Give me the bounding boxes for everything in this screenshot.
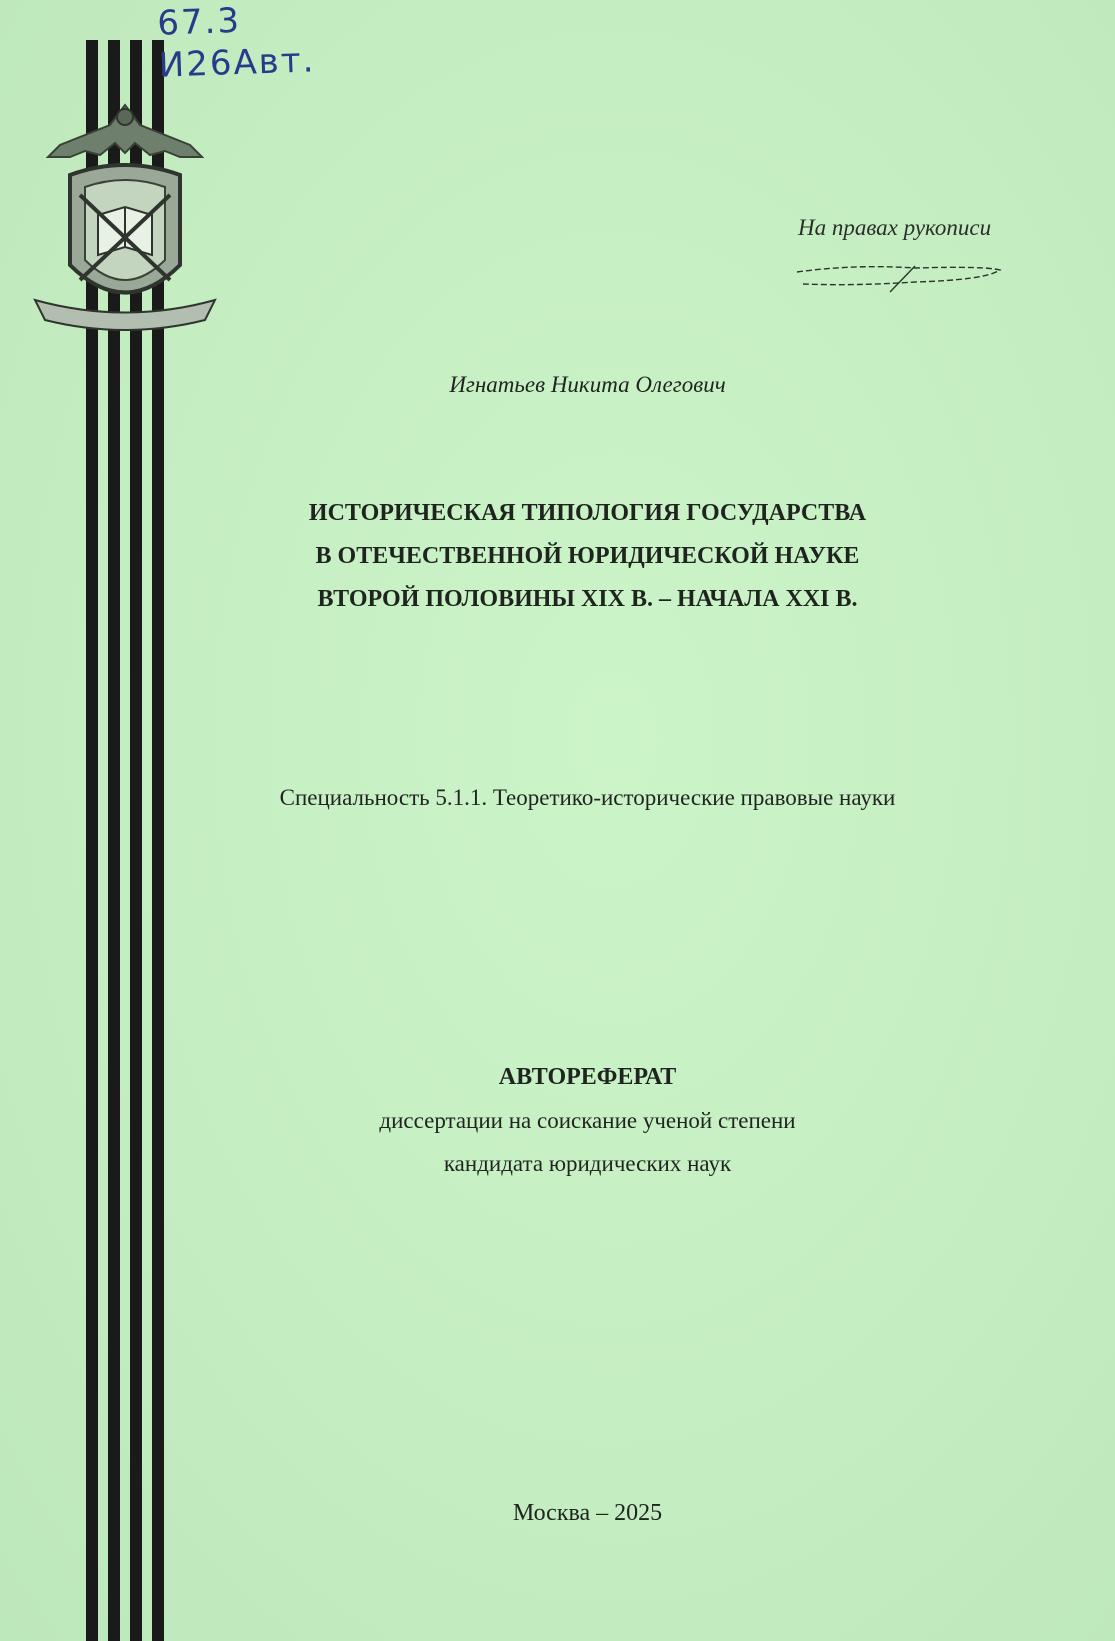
- library-shelfmark: [157, 0, 316, 87]
- abstract-block: [0, 1056, 1115, 1185]
- author-name: Игнатьев Никита Олегович: [449, 372, 726, 397]
- shelfmark-line: 67.3: [156, 0, 242, 44]
- title-line: В ОТЕЧЕСТВЕННОЙ ЮРИДИЧЕСКОЙ НАУКЕ: [315, 543, 860, 569]
- abstract-heading: АВТОРЕФЕРАТ: [498, 1064, 677, 1090]
- specialty-line: Специальность 5.1.1. Теоретико-исторические правовые науки: [279, 785, 896, 810]
- title-line: ВТОРОЙ ПОЛОВИНЫ XIX В. – НАЧАЛА XXI В.: [317, 586, 858, 612]
- signature: [795, 258, 1015, 298]
- shelfmark-line: И26Авт.: [158, 40, 316, 86]
- abstract-line: диссертации на соискание ученой степени: [379, 1108, 796, 1133]
- city-year: Москва – 2025: [512, 1500, 663, 1526]
- rights-note: На правах рукописи: [798, 215, 992, 240]
- title-line: ИСТОРИЧЕСКАЯ ТИПОЛОГИЯ ГОСУДАРСТВА: [308, 500, 867, 526]
- abstract-line: кандидата юридических наук: [443, 1151, 732, 1176]
- emblem-icon: [30, 95, 220, 355]
- document-title: [0, 492, 1115, 621]
